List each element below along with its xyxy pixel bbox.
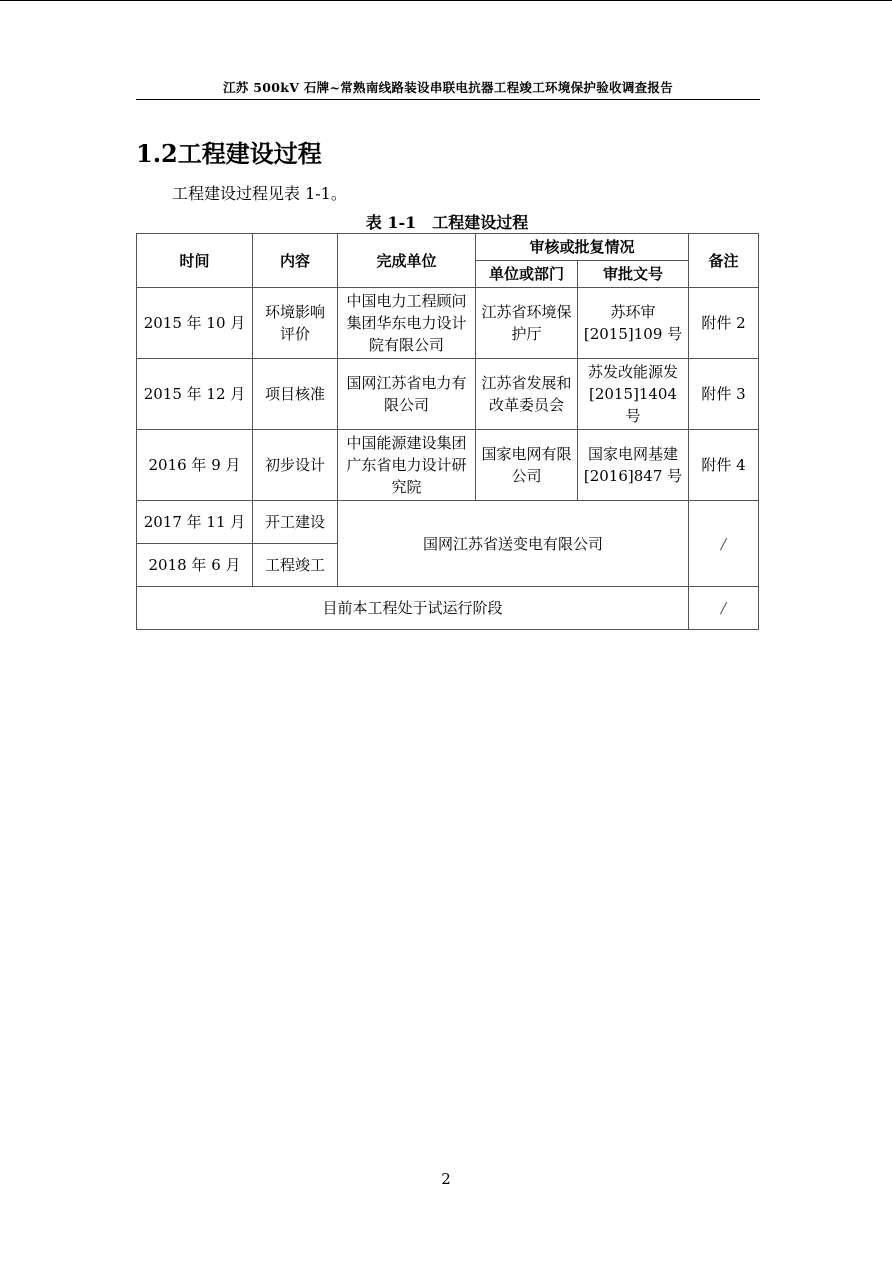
cell-unit: 中国能源建设集团广东省电力设计研究院 [338,430,476,501]
header-rule [136,99,760,100]
table-row [137,501,759,544]
running-header: 江苏 500kV 石牌~常熟南线路装设串联电抗器工程竣工环境保护验收调查报告 [222,80,674,95]
table-caption: 表 1-1 工程建设过程 [365,213,529,232]
cell-doc: 苏环审[2015]109 号 [578,288,689,359]
header-content: 内容 [253,234,338,288]
table-status-row [137,587,759,630]
table-header-row [137,234,759,261]
header-review-group: 审核或批复情况 [476,234,689,261]
cell-content: 工程竣工 [253,544,338,587]
table-row [137,430,759,501]
cell-content: 项目核准 [253,359,338,430]
table-row [137,359,759,430]
intro-paragraph: 工程建设过程见表 1-1。 [172,184,347,203]
page-number: 2 [441,1170,451,1188]
table-row [137,288,759,359]
cell-dept: 国家电网有限公司 [476,430,578,501]
construction-process-table [136,233,759,630]
page-top-border [0,0,892,1]
header-unit: 完成单位 [338,234,476,288]
section-heading: 1.2工程建设过程 [136,139,322,168]
cell-remark: 附件 3 [689,359,759,430]
cell-dept: 江苏省发展和改革委员会 [476,359,578,430]
cell-status-text: 目前本工程处于试运行阶段 [137,587,689,630]
cell-dept: 江苏省环境保护厅 [476,288,578,359]
cell-remark: 附件 2 [689,288,759,359]
header-remark: 备注 [689,234,759,288]
header-review-doc: 审批文号 [578,261,689,288]
header-time: 时间 [137,234,253,288]
cell-content: 初步设计 [253,430,338,501]
cell-content: 环境影响评价 [253,288,338,359]
cell-time: 2018 年 6 月 [137,544,253,587]
cell-content: 开工建设 [253,501,338,544]
cell-time: 2015 年 12 月 [137,359,253,430]
cell-construction-unit: 国网江苏省送变电有限公司 [338,501,689,587]
cell-doc: 苏发改能源发[2015]1404 号 [578,359,689,430]
cell-construction-remark: / [689,501,759,587]
cell-time: 2015 年 10 月 [137,288,253,359]
cell-unit: 中国电力工程顾问集团华东电力设计院有限公司 [338,288,476,359]
cell-status-remark: / [689,587,759,630]
header-review-dept: 单位或部门 [476,261,578,288]
cell-doc: 国家电网基建[2016]847 号 [578,430,689,501]
cell-remark: 附件 4 [689,430,759,501]
cell-time: 2016 年 9 月 [137,430,253,501]
cell-time: 2017 年 11 月 [137,501,253,544]
cell-unit: 国网江苏省电力有限公司 [338,359,476,430]
